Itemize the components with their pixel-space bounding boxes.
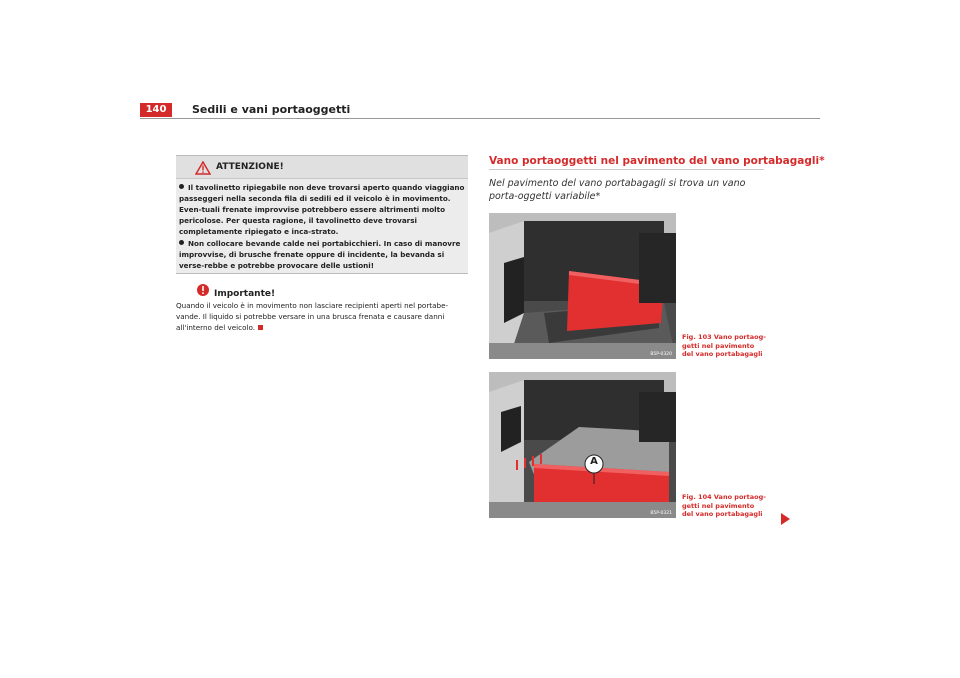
figure-code: B5P-0321 bbox=[650, 511, 672, 516]
warning-item-text: Non collocare bevande calde nei portabicchieri. In caso di manovre improvvise, di brusche frenate oppure di incidente, la bevanda si verse-rebbe e potrebbe provocare delle ustioni! bbox=[179, 239, 461, 270]
figure-103-image bbox=[489, 213, 676, 359]
end-of-section-icon bbox=[258, 325, 263, 330]
bullet-icon bbox=[179, 240, 184, 245]
figure-code: B5P-0320 bbox=[650, 352, 672, 357]
warning-item bbox=[179, 182, 467, 237]
warning-item-text: Il tavolinetto ripiegabile non deve trovarsi aperto quando viaggiano passeggeri nella seconda fila di sedili ed il veicolo è in movimento. Even-tuali frenate improvvise potrebbero essere altrimenti molto pericolose. Per questa ragione, il tavolinetto deve trovarsi completamente ripiegato e inca-strato. bbox=[179, 183, 465, 236]
warning-triangle-icon bbox=[195, 160, 211, 179]
section-intro: Nel pavimento del vano portabagagli si trova un vano porta-oggetti variabile* bbox=[489, 178, 746, 202]
section-title: Vano portaoggetti nel pavimento del vano portabagagli* bbox=[489, 155, 825, 167]
warning-title: ATTENZIONE! bbox=[216, 162, 284, 172]
important-title: Importante! bbox=[214, 289, 276, 299]
figure-104-image bbox=[489, 372, 676, 518]
important-text bbox=[176, 300, 468, 333]
warning-header bbox=[176, 156, 468, 179]
warning-box bbox=[176, 155, 468, 274]
page-number: 140 bbox=[140, 103, 172, 117]
figure-103-caption: Fig. 103 Vano portaog-getti nel pavimento del vano portabagagli bbox=[682, 333, 766, 358]
chapter-title: Sedili e vani portaoggetti bbox=[192, 103, 351, 116]
important-body: Quando il veicolo è in movimento non lasciare recipienti aperti nel portabe-vande. Il liquido si potrebbe versare in una brusca frenata e causare danni all'interno del veicolo. bbox=[176, 301, 449, 332]
callout-label-a: A bbox=[590, 456, 598, 467]
figure-104-caption: Fig. 104 Vano portaog-getti nel pavimento del vano portabagagli bbox=[682, 493, 766, 518]
next-page-arrow-icon[interactable] bbox=[781, 510, 790, 529]
exclamation-circle-icon bbox=[196, 282, 210, 301]
section-divider bbox=[489, 169, 764, 170]
bullet-icon bbox=[179, 184, 184, 189]
header-divider bbox=[140, 118, 820, 119]
warning-item bbox=[179, 238, 467, 271]
